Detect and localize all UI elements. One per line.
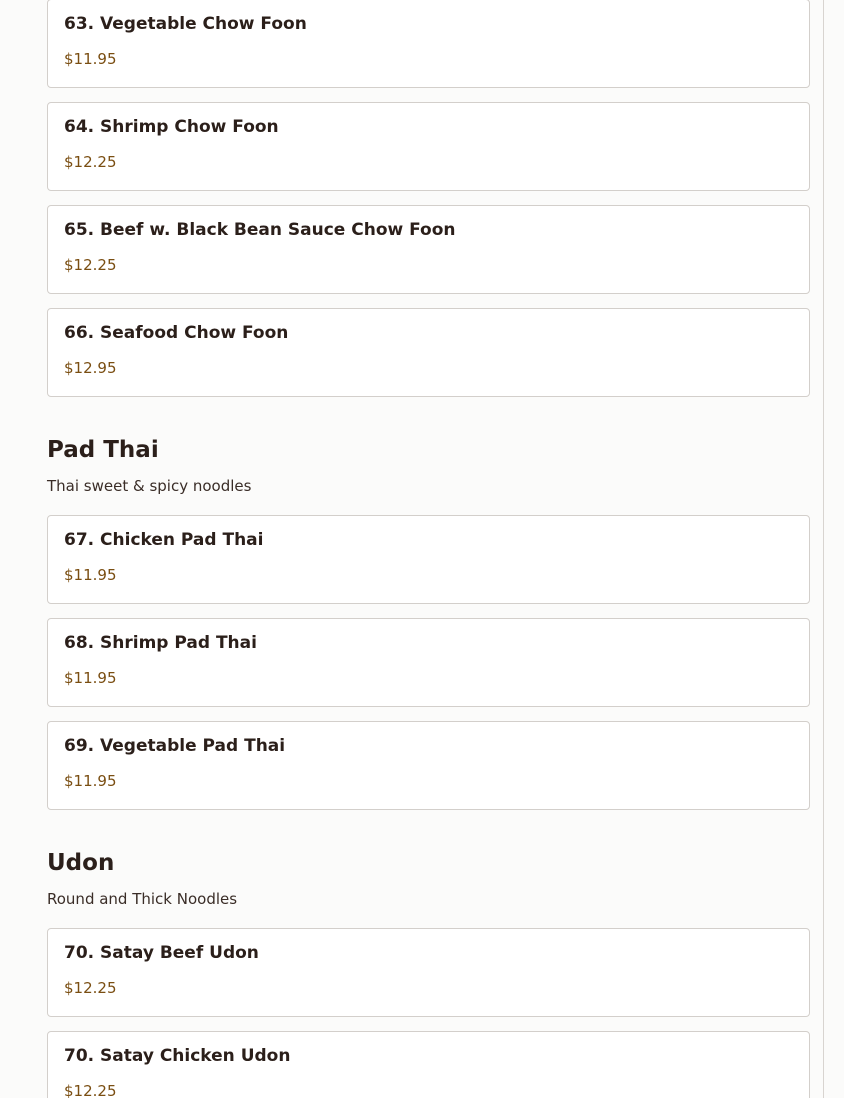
menu-item-price: $12.25 — [64, 979, 117, 997]
menu-item-card[interactable] — [47, 205, 810, 294]
menu-item-name: 67. Chicken Pad Thai — [64, 530, 264, 550]
menu-item-card[interactable] — [47, 515, 810, 604]
section-description: Round and Thick Noodles — [47, 890, 238, 908]
menu-item-name: 68. Shrimp Pad Thai — [64, 633, 257, 653]
menu-item-card[interactable] — [47, 102, 810, 191]
menu-item-price: $12.25 — [64, 256, 117, 274]
menu-item-price: $12.25 — [64, 1082, 117, 1098]
menu-item-price: $11.95 — [64, 772, 117, 790]
menu-item-name: 65. Beef w. Black Bean Sauce Chow Foon — [64, 220, 456, 240]
section-description: Thai sweet & spicy noodles — [47, 477, 252, 495]
menu-item-card[interactable] — [47, 308, 810, 397]
menu-item-price: $11.95 — [64, 566, 117, 584]
menu-item-price: $11.95 — [64, 669, 117, 687]
menu-item-card[interactable] — [47, 618, 810, 707]
menu-item-name: 66. Seafood Chow Foon — [64, 323, 289, 343]
menu-item-name: 63. Vegetable Chow Foon — [64, 14, 307, 34]
menu-item-price: $11.95 — [64, 50, 117, 68]
menu-item-name: 64. Shrimp Chow Foon — [64, 117, 279, 137]
menu-item-card[interactable] — [47, 0, 810, 88]
menu-item-name: 69. Vegetable Pad Thai — [64, 736, 286, 756]
menu-item-card[interactable] — [47, 1031, 810, 1098]
menu-item-name: 70. Satay Beef Udon — [64, 943, 259, 963]
menu-item-price: $12.25 — [64, 153, 117, 171]
menu-item-card[interactable] — [47, 721, 810, 810]
section-title: Udon — [47, 850, 115, 876]
menu-item-price: $12.95 — [64, 359, 117, 377]
menu-item-name: 70. Satay Chicken Udon — [64, 1046, 291, 1066]
section-title: Pad Thai — [47, 437, 159, 463]
menu-item-card[interactable] — [47, 928, 810, 1017]
